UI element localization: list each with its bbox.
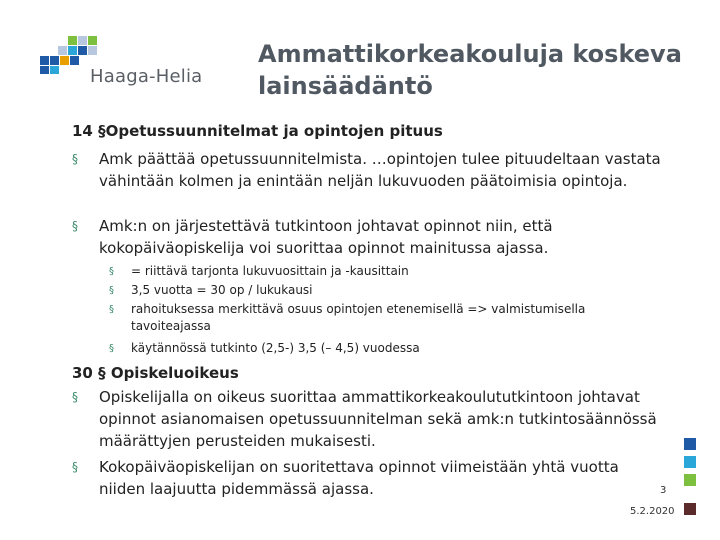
sub-bullet-item: § = riittävä tarjonta lukuvuosittain ja -kausittain	[109, 264, 409, 278]
section-heading-30: 30 § Opiskeluoikeus	[72, 364, 239, 382]
bullet-marker: §	[109, 343, 114, 354]
bullet-marker: §	[109, 266, 114, 277]
bullet-marker: §	[72, 390, 78, 404]
bullet-marker: §	[72, 219, 78, 233]
bullet-marker: §	[109, 285, 114, 296]
bullet-item: § Opiskelijalla on oikeus suorittaa ammattikorkeakoulututkintoon johtavat opinnot asianomaisen opetussuunnitelman sekä amk:n tutkintosäännössä määrättyjen perusteiden mukaisesti.	[72, 388, 657, 450]
bullet-marker: §	[109, 304, 114, 315]
logo-wordmark: Haaga-Helia	[90, 66, 203, 87]
bullet-item: § Amk päättää opetussuunnitelmista. …opintojen tulee pituudeltaan vastata vähintään kolmen ja enintään neljän lukuvuoden päätoimisia opintoja.	[72, 150, 661, 190]
bullet-item: § Kokopäiväopiskelijan on suoritettava opinnot viimeistään yhtä vuotta niiden laajuutta pidemmässä ajassa.	[72, 458, 619, 498]
sub-bullet-item: § 3,5 vuotta = 30 op / lukukausi	[109, 283, 313, 297]
bullet-item: § Amk:n on järjestettävä tutkintoon johtavat opinnot niin, että kokopäiväopiskelija voi suorittaa opinnot mainitussa ajassa.	[72, 217, 553, 257]
haaga-helia-logo	[40, 36, 210, 96]
sub-bullet-item: § käytännössä tutkinto (2,5-) 3,5 (– 4,5) vuodessa	[109, 341, 420, 355]
page-number: 3	[660, 485, 667, 496]
section-heading-14: 14 §Opetussuunnitelmat ja opintojen pituus	[72, 122, 443, 140]
slide-date: 5.2.2020	[630, 506, 675, 517]
sub-bullet-item: § rahoituksessa merkittävä osuus opintojen etenemisellä => valmistumisella tavoiteajassa	[109, 302, 586, 333]
slide-title: Ammattikorkeakouluja koskeva lainsäädäntö	[258, 40, 682, 100]
bullet-marker: §	[72, 152, 78, 166]
bullet-marker: §	[72, 460, 78, 474]
